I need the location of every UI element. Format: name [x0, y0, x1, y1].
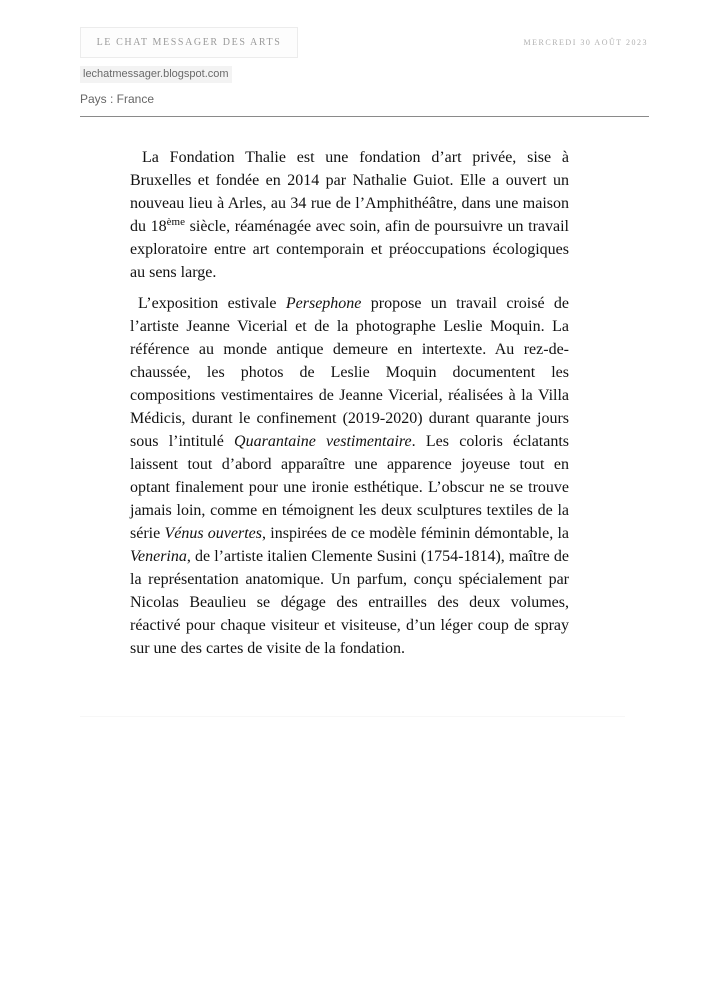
masthead-title: LE CHAT MESSAGER DES ARTS — [96, 37, 282, 48]
masthead-box — [80, 27, 298, 58]
paragraph-2-text-e: , de l’artiste italien Clemente Susini (1754-1814), maître de la représentation anatomique. Un parfum, conçu spécialement par Nicolas Beaulieu se dégage des entrailles des deux volumes, réactivé pour chaque visiteur et visiteuse, d’un léger coup de spray sur une des cartes de visite de la fondation. — [130, 548, 569, 657]
footer-divider — [80, 716, 625, 717]
paragraph-2-text-a: L’exposition estivale — [138, 295, 286, 312]
exhibition-title: Persephone — [285, 295, 362, 312]
paragraph-2-text-c: . Les coloris éclatants laissent tout d’abord apparaître une apparence joyeuse tout en optant finalement pour une ironie esthétique. L’obscur ne se trouve jamais loin, comme en témoignent les deux sculptures textiles de la série — [130, 433, 570, 542]
paragraph-2-text-b: propose un travail croisé de l’artiste Jeanne Vicerial et de la photographe Leslie Moquin. La référence au monde antique demeure en intertexte. Au rez-de-chaussée, les photos de Leslie Moquin documentent les compositions vestimentaires de Jeanne Vicerial, réalisées à la Villa Médicis, durant le confinement (2019-2020) durant quarante jours sous l’intitulé — [130, 295, 569, 450]
paragraph-1-text-a: La Fondation Thalie est une fondation d’art privée, sise à Bruxelles et fondée en 2014 par Nathalie Guiot. Elle a ouvert un nouveau lieu à Arles, au 34 rue de l’Amphithéâtre, dans une maison du 18 — [130, 149, 569, 235]
article-paragraph-1 — [130, 146, 569, 284]
work-title-quarantaine: Quarantaine vestimentaire — [234, 433, 412, 450]
publication-date: MERCREDI 30 AOÛT 2023 — [523, 38, 648, 47]
paragraph-1-text-b: siècle, réaménagée avec soin, afin de poursuivre un travail exploratoire entre art contemporain et préoccupations écologiques au sens large. — [130, 218, 570, 281]
work-title-venus: Vénus ouvertes — [164, 525, 263, 542]
paragraph-2-text-d: , inspirées de ce modèle féminin démontable, la — [262, 525, 569, 542]
header-divider — [80, 116, 649, 117]
article-body — [130, 146, 569, 660]
country-label: Pays : France — [80, 92, 155, 106]
work-title-venerina: Venerina — [130, 548, 187, 565]
article-paragraph-2 — [130, 292, 569, 660]
source-url: lechatmessager.blogspot.com — [80, 66, 232, 83]
ordinal-suffix: ème — [166, 216, 185, 228]
